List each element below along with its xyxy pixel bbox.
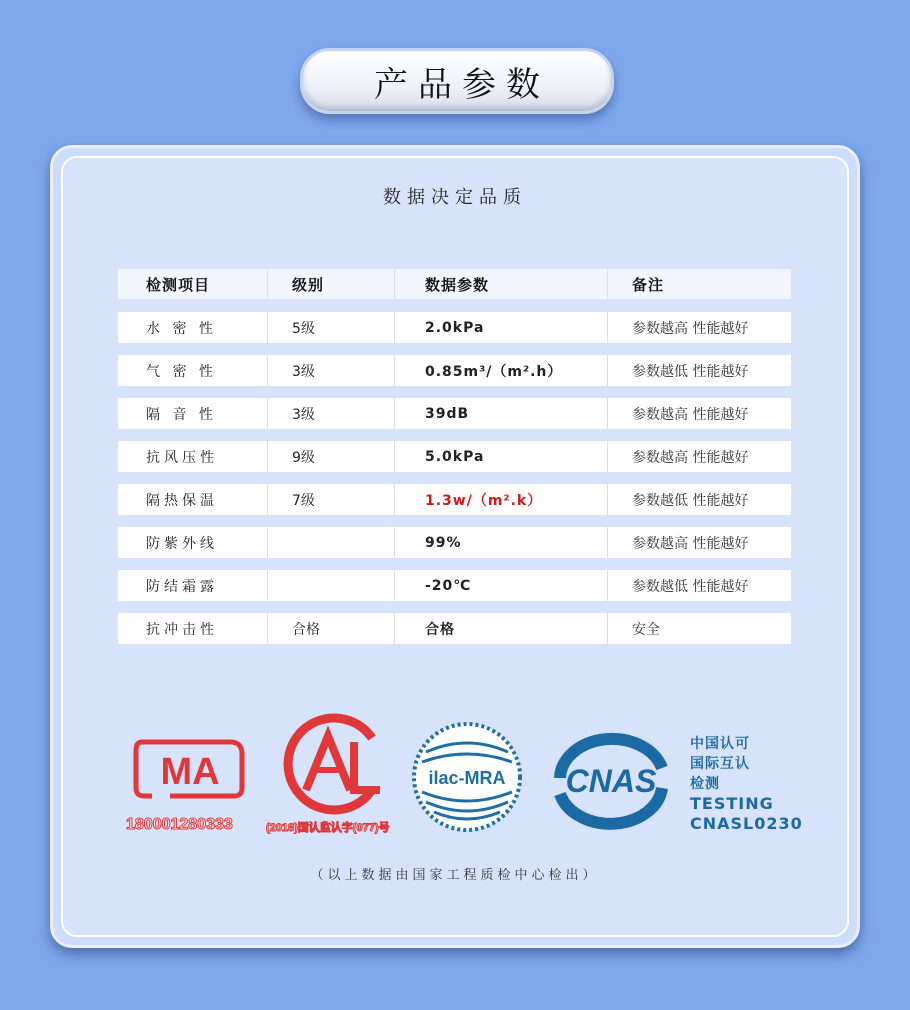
cal-code: (2018)国认监认字(077)号: [266, 822, 390, 834]
row-value: 0.85m³/（m².h）: [395, 355, 608, 386]
cnas-info: [690, 734, 803, 834]
row-item: 抗冲击性: [118, 613, 268, 644]
footer-note: （以上数据由国家工程质检中心检出）: [310, 868, 600, 883]
row-note: 安全: [632, 621, 660, 638]
table-row: [118, 570, 791, 601]
header-item: 检测项目: [118, 269, 268, 299]
row-level: 5级: [268, 312, 395, 343]
row-note: 参数越高 性能越好: [632, 449, 749, 466]
ilac-mra-logo-icon: [412, 722, 522, 832]
row-item: 气 密 性: [118, 355, 268, 386]
table-row: [118, 527, 791, 558]
page-title: 产品参数: [374, 64, 550, 105]
row-level: [268, 570, 395, 601]
table-row: [118, 484, 791, 515]
row-value: 2.0kPa: [395, 312, 608, 343]
row-item: 隔热保温: [118, 484, 268, 515]
table-row: [118, 355, 791, 386]
row-item: 防紫外线: [118, 527, 268, 558]
cnas-logo-label: CNAS: [565, 763, 657, 799]
cnas-line: 检测: [690, 776, 720, 792]
row-level: [268, 527, 395, 558]
table-header-row: [118, 269, 791, 299]
row-value: 合格: [395, 613, 608, 644]
row-item: 水 密 性: [118, 312, 268, 343]
row-value: 39dB: [395, 398, 608, 429]
cnas-line: TESTING: [690, 794, 774, 813]
row-value: 5.0kPa: [395, 441, 608, 472]
cal-logo-icon: [276, 712, 388, 816]
cnas-line: CNASL0230: [690, 814, 803, 833]
row-value-highlight: 1.3w/（m².k）: [395, 484, 608, 515]
cma-logo-icon: [130, 732, 250, 802]
cnas-line: 国际互认: [690, 756, 750, 772]
row-level: 3级: [268, 355, 395, 386]
row-note: 参数越高 性能越好: [632, 535, 749, 552]
cnas-line: 中国认可: [690, 736, 750, 752]
row-note: 参数越低 性能越好: [632, 492, 749, 509]
row-level: 9级: [268, 441, 395, 472]
table-row: [118, 613, 791, 644]
svg-text:MA: MA: [160, 751, 220, 793]
row-item: 防结霜露: [118, 570, 268, 601]
certification-logos: [120, 712, 803, 842]
subtitle: 数据决定品质: [383, 187, 527, 208]
ilac-label: ilac-MRA: [428, 768, 506, 788]
row-level: 3级: [268, 398, 395, 429]
table-row: [118, 312, 791, 343]
row-item: 抗风压性: [118, 441, 268, 472]
row-level: 合格: [268, 613, 395, 644]
row-value: 99%: [395, 527, 608, 558]
row-note: 参数越低 性能越好: [632, 363, 749, 380]
row-note: 参数越低 性能越好: [632, 578, 749, 595]
table-row: [118, 398, 791, 429]
row-item: 隔 音 性: [118, 398, 268, 429]
header-note: 备注: [632, 275, 665, 294]
table-row: [118, 441, 791, 472]
parameters-table: [118, 269, 791, 656]
header-level: 级别: [268, 269, 395, 299]
row-level: 7级: [268, 484, 395, 515]
cnas-logo-icon: [550, 732, 672, 832]
cma-code: 180001280333: [126, 816, 233, 833]
page-title-badge: [300, 48, 614, 114]
header-value: 数据参数: [395, 269, 608, 299]
row-note: 参数越高 性能越好: [632, 320, 749, 337]
row-value: -20℃: [395, 570, 608, 601]
row-note: 参数越高 性能越好: [632, 406, 749, 423]
